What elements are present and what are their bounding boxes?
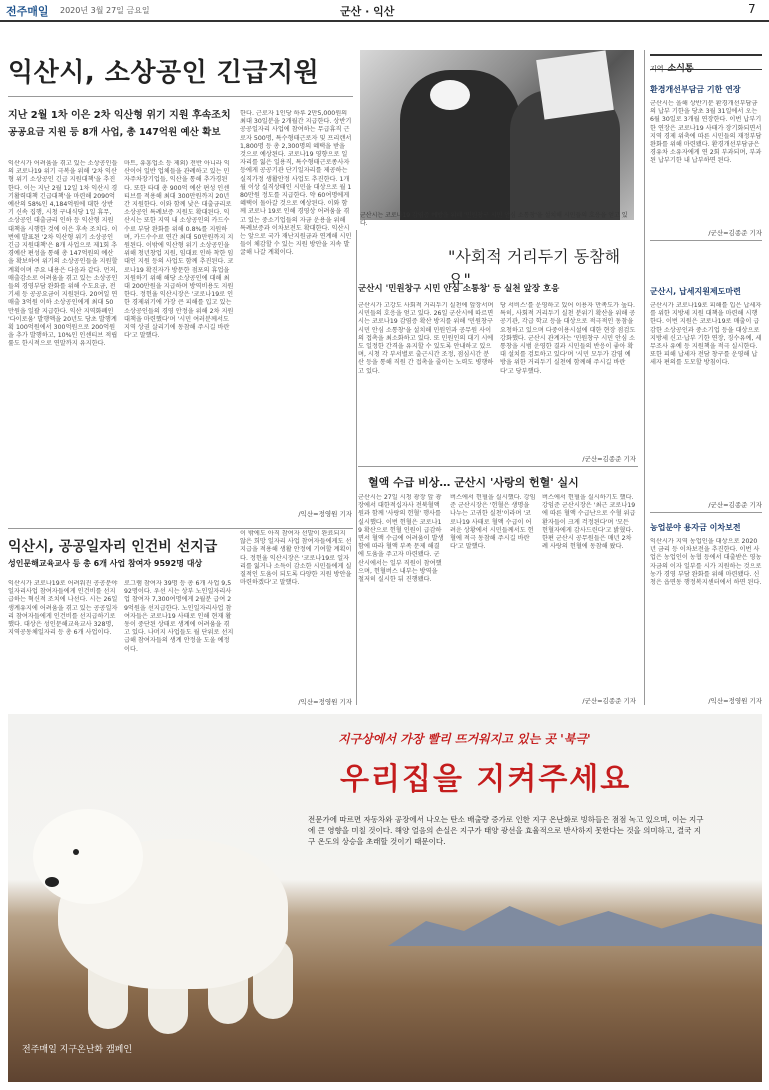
- jobs-article-col1: 익산시가 코로나19로 어려워진 공공분야 일자리사업 참여자들에게 인건비를 선지급하는 혁신적 조치에 나선다. 시는 26일 생계유지에 어려움을 겪고 있는 공공일자리 참여자들에게 인건비를 선지급하기로 했다. 대상은 성인문해교육교사 328명, 지역공동체일자리 등 총 6개 사업이다.: [8, 580, 118, 637]
- sidebar-item-body: 군산시가 코로나19로 피해를 입은 납세자를 위한 지방세 지원 대책을 마련해 시행한다. 이번 지원은 코로나19로 매출이 급감한 소상공인과 중소기업 등을 대상으로 지방세 신고·납부 기한 연장, 징수유예, 세무조사 유예 등 지원책을 적극 실시한다. 또한 피해 납세자 전담 창구를 운영해 납세자 편의를 도모할 방침이다.: [650, 302, 762, 367]
- sidebar-tag: [650, 54, 762, 74]
- main-article-col2: 마트, 유흥업소 등 제외) 전반 아니라 익산이어 일반 업체들을 관례하고 있는 민자주차장기업들, 익산을 통해 추가경된다. 또한 타대 총 900억 예산 편성 인센티브를 적용해 최대 300만원까지 20년간 지원한다. 이와 함께 낮은 대출금리로 소상공인 특례보증 지원도 확대된다. 익산시는 또한 지역 내 소상공인의 카드수수료 부담 완화를 위해 0.8%를 지원하며, 카드수수료 연간 최대 50만원까지 지원된다. 이밖에 익산형 위기 소상공인을 위해 청년창업 지원, 임대료 인하 착한 임대인 지원 등의 사업도 함께 추진된다. 코로나19 확진자가 방문한 점포의 휴업을 지원하기 위해 해당 소상공인에 대해 최대 200만원을 지급하며 방역비용도 지원한다. 정헌율 익산시장은 '코로나19로 인한 경제위기에 가장 큰 피해를 입고 있는 소상공인들의 경영 안정을 위해 2차 지원대책을 마련했다'며 '시민 여러분께서도 지역 상권 살리기에 동참해 주시길 바란다'고 말했다.: [124, 160, 234, 340]
- blood-article-col3: 버스에서 헌혈을 실시하기도 했다. 강임준 군산시장은 '최근 코로나19에 따른 혈액 수급난으로 수혈 위급 환자들이 크게 걱정된다'며 '모든 헌혈자에게 감사드린다'고 밝혔다. 한편 군산시 공무원들은 매년 2차례 사랑의 헌혈에 동참해 왔다.: [542, 494, 636, 551]
- polar-bear-icon: [28, 779, 308, 1039]
- divider: [8, 528, 353, 529]
- divider: [650, 512, 762, 513]
- quote-article-col1: 군산시가 고강도 사회적 거리두기 실천에 앞장서며 시민들의 호응을 얻고 있다. 26일 군산시에 따르면 시는 코로나19 감염증 확산 방지를 위해 '민원창구 시민 안심 소통창'을 설치해 민원인과 공무원 사이의 접촉을 최소화하고 있다. 또 민원인의 대기 시에도 일정한 간격을 유지할 수 있도록 안내하고 있으며, 시청 각 부서별로 출근시간 조정, 점심시간 분산 등을 통해 직원 간 접촉을 줄이는 노력도 병행하고 있다.: [358, 302, 494, 375]
- main-subhead-2: 공공요금 지원 등 8개 사업, 총 147억원 예산 확보: [8, 127, 221, 138]
- quote-subhead: 군산시 '민원창구 시민 안심 소통창' 등 실천 앞장 호응: [358, 284, 560, 294]
- divider: [650, 240, 762, 241]
- ad-tagline: 지구상에서 가장 빨리 뜨거워지고 있는 곳 '북극': [338, 732, 591, 746]
- quote-article-col2: 당 서비스'를 운영하고 있어 이용자 만족도가 높다. 특히, 사회적 거리두기 실천 분위기 확산을 위해 공공기관, 각급 학교 등을 대상으로 적극적인 동참을 요청하고 있으며 다중이용시설에 대한 현장 점검도 강화했다. 군산시 관계자는 '민원창구 시민 안심 소통창을 시범 운영한 결과 시민들의 반응이 좋아 확대 설치를 검토하고 있다'며 '시민 모두가 감염 예방을 위한 거리두기 실천에 함께해 주시길 바란다'고 당부했다.: [500, 302, 636, 375]
- sidebar-item-body: 군산시는 올해 상반기분 환경개선부담금의 납부 기한을 당초 3월 31일에서 오는 6월 30일로 3개월 연장한다. 이번 납부기한 연장은 코로나19 사태가 장기화되면서 지역 경제 위축에 따른 시민들의 재정부담 완화를 위해 마련됐다. 환경개선부담금은 경유차 소유자에게 연 2회 부과되며, 부과된 납부기한 내 납부하면 된다.: [650, 100, 762, 165]
- quote-headline: "사회적 거리두기 동참해요": [448, 247, 621, 289]
- sidebar-item-title: 농업분야 용자금 이차보전: [650, 523, 741, 532]
- blood-article-col2: 버스에서 헌혈을 실시했다. 강임준 군산시장은 '헌혈은 생명을 나누는 고귀한 실천'이라며 '코로나19 사태로 혈액 수급이 어려운 상황에서 시민들께서도 헌혈에 적극 동참해 주시길 바란다'고 말했다.: [450, 494, 536, 551]
- divider: [358, 466, 638, 467]
- sidebar-item-byline: /군산=김종준 기자: [708, 229, 762, 237]
- sidebar-tag-small: 지역: [650, 65, 664, 73]
- jobs-byline: /익산=정영원 기자: [298, 698, 352, 706]
- jobs-subhead: 성인문해교육교사 등 총 6개 사업 참여자 9592명 대상: [8, 559, 203, 568]
- photo-caption: 군산시는 코로나19 감염증 예방을 위해 '민원창구 시민 안심 소통창'을 설치해 시민들의 호응을 얻고 있다.: [360, 212, 628, 227]
- mountains: [388, 896, 762, 946]
- ad-title: 우리집을 지켜주세요: [340, 762, 632, 797]
- issue-date: 2020년 3월 27일 금요일: [60, 6, 150, 15]
- quote-byline: /군산=김종준 기자: [582, 455, 636, 463]
- page-number: 7: [748, 2, 756, 16]
- main-byline: /익산=정영원 기자: [298, 510, 352, 518]
- sidebar-item-byline: /익산=정영원 기자: [708, 697, 762, 705]
- ad-body: 전문가에 따르면 자동차와 공장에서 나오는 탄소 배출량 증가로 인한 지구 온난화로 빙하들은 점점 녹고 있으며, 이는 지구에 큰 영향을 미칠 것이다. 해양 얼음의 손실은 지구가 태양 광선을 효율적으로 반사하지 못한다는 것을 의미하고, 결국 지구 온도의 상승을 초래할 것이기 때문이다.: [308, 815, 704, 846]
- sidebar-item-byline: /군산=김종준 기자: [708, 501, 762, 509]
- main-subhead-1: 지난 2월 1차 이은 2차 익산형 위기 지원 후속조치: [8, 110, 231, 121]
- main-headline: 익산시, 소상공인 긴급지원: [8, 58, 320, 88]
- main-article-col3: 한다. 근로자 1인당 하루 2만5,000원의 최대 30일분을 2개월간 지급한다. 상반기 공공일자리 사업에 참여하는 무급휴직 근로자 500명, 특수형태근로자 및 프리랜서 1,800명 등 총 2,300명의 혜택을 받을 것으로 예상된다. 코로나19 영향으로 일자리를 잃은 일용직, 특수형태근로종사자 등에게 공공기관 단기일자리를 제공하는 실직가정 생활안정 사업도 추진한다. 1개월 이상 실직상태인 시민을 대상으로 월 180만원 정도를 지급한다. 약 60여명에게 혜택이 돌아갈 것으로 예상된다. 이와 함께 코로나 19로 인해 경영상 어려움을 겪고 있는 중소기업들의 자금 운용을 위해 특례보증과 이차보전도 확대한다. 익산시는 앞으로 국가 재난지원금과 연계해 시민들이 체감할 수 있는 지원 방안을 지속 발굴해 나갈 계획이다.: [240, 110, 352, 257]
- climate-ad: [8, 714, 762, 1082]
- jobs-article-col3: 이 밖에도 아직 참여자 선발이 완료되지 않은 희망 일자리 사업 참여자들에게도 선지급을 적용해 생활 안정에 기여할 계획이다. 정헌율 익산시장은 '코로나19로 일자리를 잃거나 소득이 감소한 시민들에게 실질적인 도움이 되도록 다양한 지원 방안을 마련하겠다'고 말했다.: [240, 530, 352, 587]
- blood-headline: 혈액 수급 비상… 군산시 '사랑의 헌혈' 실시: [368, 476, 579, 489]
- sidebar-tag-big: 소식통: [667, 64, 694, 74]
- main-article-col1: 익산시가 어려움을 겪고 있는 소상공인들의 코로나19 위기 극복을 위해 '2차 익산형 위기 소상공인 긴급 지원대책'을 추진한다. 이는 지난 2월 12일 1차 익산시 경기활력대책 긴급대책'을 마련해 2090억 예산의 58%인 4,184억원에 대한 상반기 신속 집행, 시청 구내식당 1일 휴무, 소상공인 대출금리 인하 등 익산형 지원대책을 시행한 것에 이은 후속 조치다. 이번에 발표된 '2차 익산형 위기 소상공인 긴급 지원대책'은 8개 사업으로 제1회 추경예산 편성을 통해 총 147억원의 예산을 확보하여 위기의 소상공인들을 지원할 계획이며 주요 내용은 다음과 같다. 먼저, 매출감소로 어려움을 겪고 있는 소상공인들의 경영부담 완화를 위해 수도요금, 전기세 등 공공요금이 지원된다. 20여일 연매출 3억원 이하 소상공인에게 최대 50만원을 일괄 지급한다. 익산 지역화폐인 '다이로움' 발행액을 20년도 당초 발행계획 100억원에서 300억원으로 200억원을 추가 발행하고, 10%인 인센티브 적립률도 한시적으로 연말까지 유지한다.: [8, 160, 118, 348]
- jobs-article-col2: 로그램 참여자 39명 등 총 6개 사업 9,592명이다. 우선 시는 상부 노인일자리사업 참여자 7,300여명에게 2월분 급여 29억원을 선지급한다. 노인일자리사업 참여자들은 코로나19 사태로 인해 현재 활동이 중단된 상태로 생계에 어려움을 겪고 있다. 나머지 사업들도 월 단위로 선지급해 참여자들의 생계 안정을 도울 예정이다.: [124, 580, 234, 653]
- sidebar-item-body: 익산시가 지역 농업인을 대상으로 2020년 금리 등 이차보전을 추진한다. 이번 사업은 농업인이 농협 등에서 대출받은 영농자금의 이자 일부를 시가 지원하는 것으로 농가 경영 부담 완화를 위해 마련됐다. 신청은 읍면동 행정복지센터에서 하면 된다.: [650, 538, 762, 587]
- blood-byline: /군산=김종준 기자: [582, 697, 636, 705]
- column-divider: [644, 50, 645, 705]
- column-divider: [356, 230, 357, 705]
- ad-sponsor: 전주매일 지구온난화 캠페인: [22, 1045, 133, 1055]
- news-photo: [360, 50, 634, 220]
- sidebar-item-title: 환경개선부담금 기한 연장: [650, 85, 741, 94]
- jobs-headline: 익산시, 공공일자리 인건비 선지급: [8, 539, 218, 555]
- blood-article-col1: 군산시는 27일 시청 광장 앞 광장에서 대한적십자사 전북혈액원과 함께 '사랑의 헌혈' 행사를 실시했다. 이번 헌혈은 코로나19 확산으로 헌혈 인원이 급감하면서 혈액 수급에 어려움이 발생함에 따라 혈액 부족 문제 해결에 도움을 주고자 마련됐다. 군산시에서는 일부 직원이 참여했으며, 헌혈버스 내부는 방역을 철저히 실시한 뒤 진행됐다.: [358, 494, 444, 584]
- section-title: 군산 · 익산: [340, 5, 395, 18]
- sidebar-item-title: 군산시, 납세지원제도마련: [650, 287, 741, 296]
- newspaper-logo: 전주매일: [6, 5, 49, 18]
- divider: [8, 96, 353, 97]
